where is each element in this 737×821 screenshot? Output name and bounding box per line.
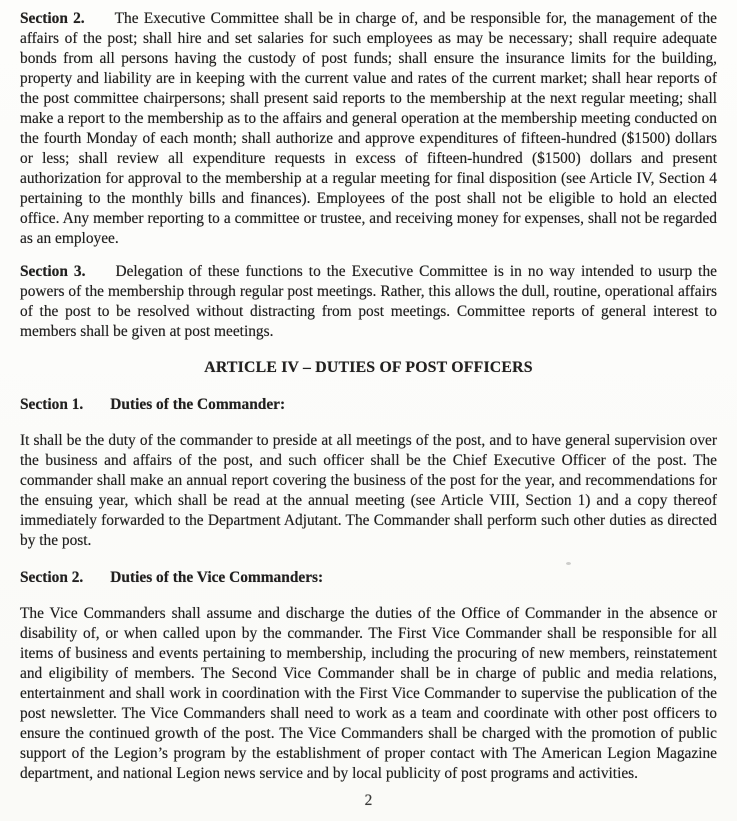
duty-section-2-heading bbox=[20, 568, 717, 588]
section-3-paragraph bbox=[20, 262, 717, 342]
duty-section-1-text: It shall be the duty of the commander to preside at all meetings of the post, and to have general supervision over the business and affairs of the post, and such officer shall be the Chief Executive Officer of the post. The commander shall make an annual report covering the business of the post for the year, and recommendations for the ensuing year, which shall be read at the annual meeting (see Article VIII, Section 1) and a copy thereof immediately forwarded to the Department Adjutant. The Commander shall perform such other duties as directed by the post. bbox=[20, 432, 717, 549]
duty-section-2-title: Duties of the Vice Commanders: bbox=[110, 569, 324, 586]
article-iv-heading: ARTICLE IV – DUTIES OF POST OFFICERS bbox=[204, 359, 533, 376]
section-3-label: Section 3. bbox=[20, 263, 86, 280]
duty-section-1-label: Section 1. bbox=[20, 396, 84, 413]
section-3-text: Delegation of these functions to the Executive Committee is in no way intended to usurp the powers of the membership through regular post meetings. Rather, this allows the dull, routine, operational affairs of the post to be resolved without distracting from post meetings. Committee reports of general interest to members shall be given at post meetings. bbox=[20, 263, 717, 340]
section-2-paragraph bbox=[20, 9, 717, 249]
duty-section-2-label: Section 2. bbox=[20, 569, 84, 586]
scan-artifact-speck bbox=[566, 562, 571, 565]
duty-section-1-heading bbox=[20, 395, 717, 415]
duty-section-2-paragraph bbox=[20, 604, 717, 784]
duty-section-2-text: The Vice Commanders shall assume and discharge the duties of the Office of Commander in the absence or disability of, or when called upon by the commander. The First Vice Commander shall be responsible for all items of business and events pertaining to membership, including the procuring of new members, reinstatement and eligibility of members. The Second Vice Commander shall be in charge of public and media relations, entertainment and shall work in coordination with the First Vice Commander to supervise the publication of the post newsletter. The Vice Commanders shall need to work as a team and coordinate with other post officers to ensure the continued growth of the post. The Vice Commanders shall be charged with the promotion of public support of the Legion’s program by the establishment of proper contact with The American Legion Magazine department, and national Legion news service and by local publicity of post programs and activities. bbox=[20, 605, 717, 782]
page-number: 2 bbox=[364, 792, 373, 809]
section-2-label: Section 2. bbox=[20, 10, 85, 27]
duty-section-1-paragraph bbox=[20, 431, 717, 551]
section-2-text: The Executive Committee shall be in charge of, and be responsible for, the management of the affairs of the post; shall hire and set salaries for such employees as may be necessary; shall require adequate bonds from all persons having the custody of post funds; shall ensure the insurance limits for the building, property and liability are in keeping with the current value and rates of the current market; shall hear reports of the post committee chairpersons; shall present said reports to the membership at the next regular meeting; shall make a report to the membership as to the affairs and general operation at the membership meeting conducted on the fourth Monday of each month; shall authorize and approve expenditures of fifteen-hundred ($1500) dollars or less; shall review all expenditure requests in excess of fifteen-hundred ($1500) dollars and present authorization for approval to the membership at a regular meeting for final disposition (see Article IV, Section 4 pertaining to the monthly bills and finances). Employees of the post shall not be eligible to hold an elected office. Any member reporting to a committee or trustee, and receiving money for expenses, shall not be regarded as an employee. bbox=[20, 10, 717, 247]
duty-section-1-title: Duties of the Commander: bbox=[110, 396, 286, 413]
